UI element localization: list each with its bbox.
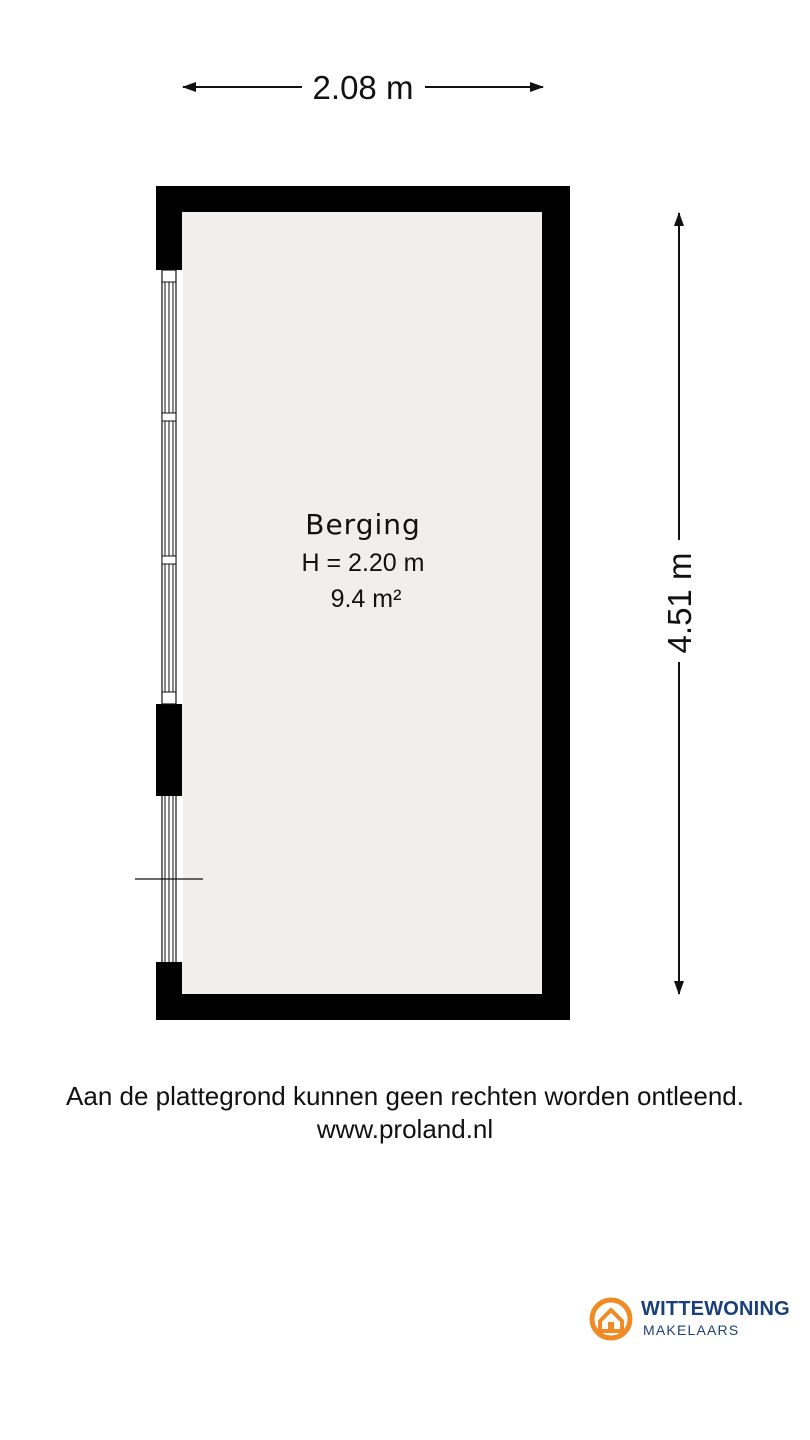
room-area: 9.4 m² (330, 585, 402, 613)
width-dimension (183, 69, 543, 106)
logo-name: WITTEWONING (641, 1298, 790, 1320)
height-label: 4.51 m (661, 552, 698, 654)
window (154, 270, 183, 704)
disclaimer-text: Aan de plattegrond kunnen geen rechten worden ontleend. (66, 1081, 744, 1111)
house-icon (588, 1296, 634, 1342)
width-label: 2.08 m (312, 69, 414, 106)
room-berging (135, 186, 570, 1020)
logo-subtitle: MAKELAARS (643, 1322, 740, 1338)
wittewoning-logo (588, 1296, 798, 1344)
height-dimension (661, 213, 698, 994)
room-name: Berging (305, 508, 421, 541)
room-height: H = 2.20 m (301, 549, 425, 577)
disclaimer-url: www.proland.nl (316, 1114, 494, 1144)
